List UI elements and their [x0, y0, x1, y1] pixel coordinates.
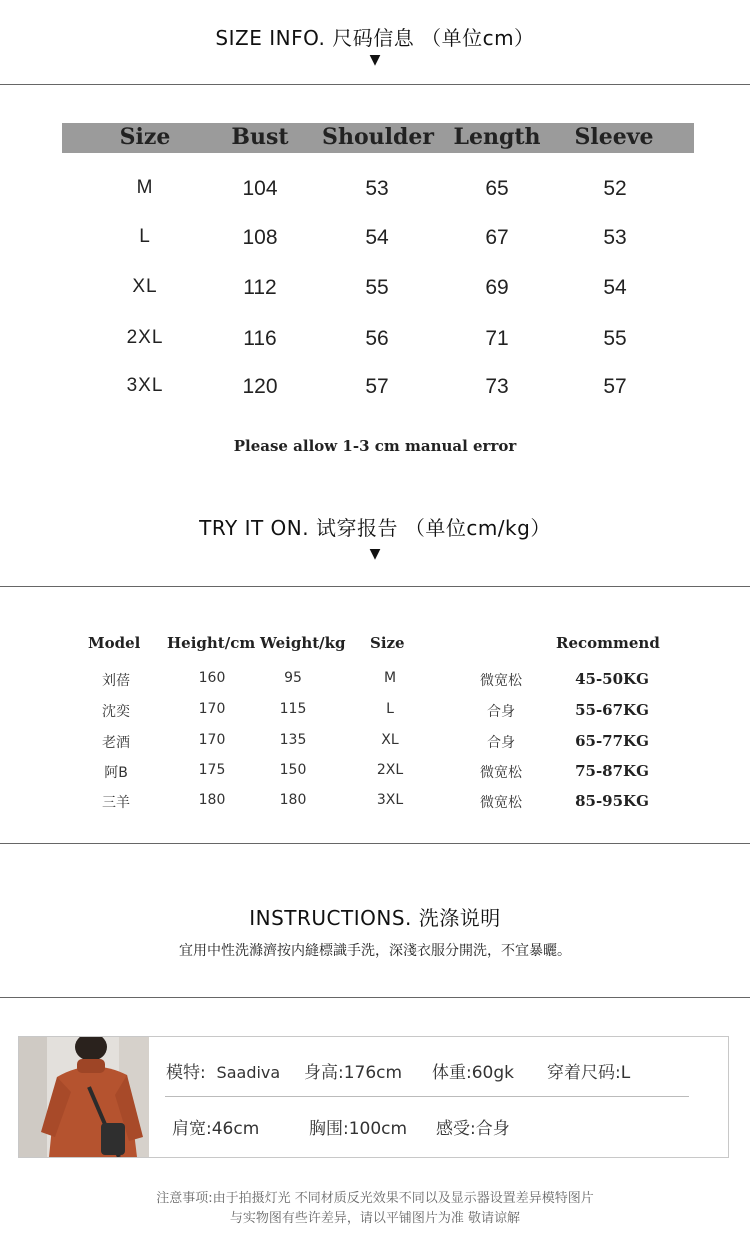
cell-shoulder: 53 [365, 177, 389, 200]
cell-weight: 95 [284, 670, 302, 686]
table-row [0, 732, 750, 752]
cell-size: XL [381, 732, 399, 748]
try-on-table-header [0, 634, 750, 656]
cell-bust: 104 [242, 177, 278, 200]
cell-weight: 115 [279, 701, 307, 717]
cell-height: 170 [198, 701, 226, 717]
model-height: 身高:176cm [304, 1063, 403, 1083]
cell-fit: 微宽松 [480, 765, 522, 781]
section-divider [0, 586, 750, 587]
model-name-value: Saadiva [216, 1063, 281, 1082]
cell-sleeve: 54 [603, 276, 627, 299]
column-header-length: Length [453, 124, 541, 150]
table-row [0, 670, 750, 690]
model-info-card [18, 1036, 729, 1158]
model-fit-feel: 感受:合身 [436, 1119, 510, 1139]
table-row [0, 327, 750, 353]
section-divider [0, 997, 750, 998]
care-instructions: 宜用中性洗滌濟按内縫標識手洗，深淺衣服分開洗，不宜暴曬。 [179, 943, 571, 959]
table-row [0, 177, 750, 203]
column-header-recommend: Recommend [556, 634, 660, 652]
table-row [0, 762, 750, 782]
disclaimer-line-2: 与实物图有些许差异，请以平铺图片为准 敬请谅解 [229, 1211, 521, 1226]
cell-height: 175 [198, 762, 226, 778]
model-photo [19, 1037, 149, 1157]
cell-height: 170 [198, 732, 226, 748]
table-row [0, 226, 750, 252]
column-header-height: Height/cm [167, 634, 256, 652]
cell-sleeve: 52 [603, 177, 627, 200]
cell-shoulder: 54 [365, 226, 389, 249]
try-on-heading: TRY IT ON. 试穿报告 （单位cm/kg） [199, 516, 551, 540]
disclaimer-line-1: 注意事项:由于拍摄灯光 不同材质反光效果不同以及显示器设置差异模特图片 [156, 1191, 594, 1206]
size-info-heading: SIZE INFO. 尺码信息 （单位cm） [215, 26, 535, 50]
model-chest: 胸围:100cm [309, 1119, 408, 1139]
table-row [0, 792, 750, 812]
cell-size: L [386, 701, 394, 717]
cell-sleeve: 55 [603, 327, 627, 350]
section-divider [0, 84, 750, 85]
cell-weight: 180 [279, 792, 307, 808]
table-row [0, 375, 750, 401]
cell-size: M [383, 670, 397, 686]
column-header-bust: Bust [231, 124, 289, 150]
cell-recommend: 55-67KG [575, 701, 649, 719]
cell-height: 180 [198, 792, 226, 808]
cell-fit: 合身 [487, 704, 515, 720]
cell-height: 160 [198, 670, 226, 686]
cell-size: M [136, 177, 154, 198]
cell-bust: 112 [243, 276, 277, 299]
cell-sleeve: 57 [603, 375, 627, 398]
column-header-sleeve: Sleeve [574, 124, 654, 150]
model-shoulder: 肩宽:46cm [172, 1119, 260, 1139]
down-arrow-icon: ▼ [369, 546, 381, 562]
cell-fit: 合身 [487, 735, 515, 751]
cell-size: 2XL [126, 327, 164, 348]
cell-recommend: 65-77KG [575, 732, 649, 750]
card-divider [165, 1096, 689, 1097]
model-label: 模特: [166, 1063, 206, 1083]
cell-fit: 微宽松 [480, 673, 522, 689]
column-header-size: Size [119, 124, 171, 150]
cell-model: 阿B [104, 765, 128, 781]
cell-length: 71 [485, 327, 509, 350]
cell-size: 3XL [376, 792, 404, 808]
measurement-error-note: Please allow 1-3 cm manual error [233, 437, 517, 455]
size-table-header [62, 123, 694, 153]
table-row [0, 276, 750, 302]
section-divider [0, 843, 750, 844]
model-weight: 体重:60gk [432, 1063, 514, 1083]
cell-shoulder: 56 [365, 327, 389, 350]
cell-model: 老酒 [102, 735, 130, 751]
cell-shoulder: 55 [365, 276, 389, 299]
instructions-heading: INSTRUCTIONS. 洗涤说明 [249, 906, 501, 930]
cell-shoulder: 57 [365, 375, 389, 398]
cell-length: 73 [485, 375, 509, 398]
table-row [0, 701, 750, 721]
model-photo-illustration [19, 1037, 149, 1157]
cell-length: 69 [485, 276, 509, 299]
model-name [166, 1058, 280, 1083]
cell-weight: 135 [279, 732, 307, 748]
cell-recommend: 85-95KG [575, 792, 649, 810]
column-header-shoulder: Shoulder [322, 124, 434, 150]
cell-bust: 108 [242, 226, 278, 249]
column-header-size: Size [370, 634, 405, 652]
cell-recommend: 45-50KG [575, 670, 649, 688]
cell-model: 三羊 [102, 795, 130, 811]
cell-model: 刘蓓 [102, 673, 130, 689]
cell-length: 67 [485, 226, 509, 249]
cell-size: 3XL [126, 375, 164, 396]
column-header-weight: Weight/kg [260, 634, 346, 652]
cell-size: XL [132, 276, 158, 297]
cell-size: 2XL [376, 762, 404, 778]
column-header-model: Model [88, 634, 141, 652]
down-arrow-icon: ▼ [369, 52, 381, 68]
cell-sleeve: 53 [603, 226, 627, 249]
cell-size: L [139, 226, 151, 247]
cell-weight: 150 [279, 762, 307, 778]
model-size-worn: 穿着尺码:L [547, 1063, 631, 1083]
cell-fit: 微宽松 [480, 795, 522, 811]
cell-bust: 116 [243, 327, 277, 350]
cell-bust: 120 [242, 375, 278, 398]
cell-recommend: 75-87KG [575, 762, 649, 780]
cell-length: 65 [485, 177, 509, 200]
cell-model: 沈奕 [102, 704, 130, 720]
